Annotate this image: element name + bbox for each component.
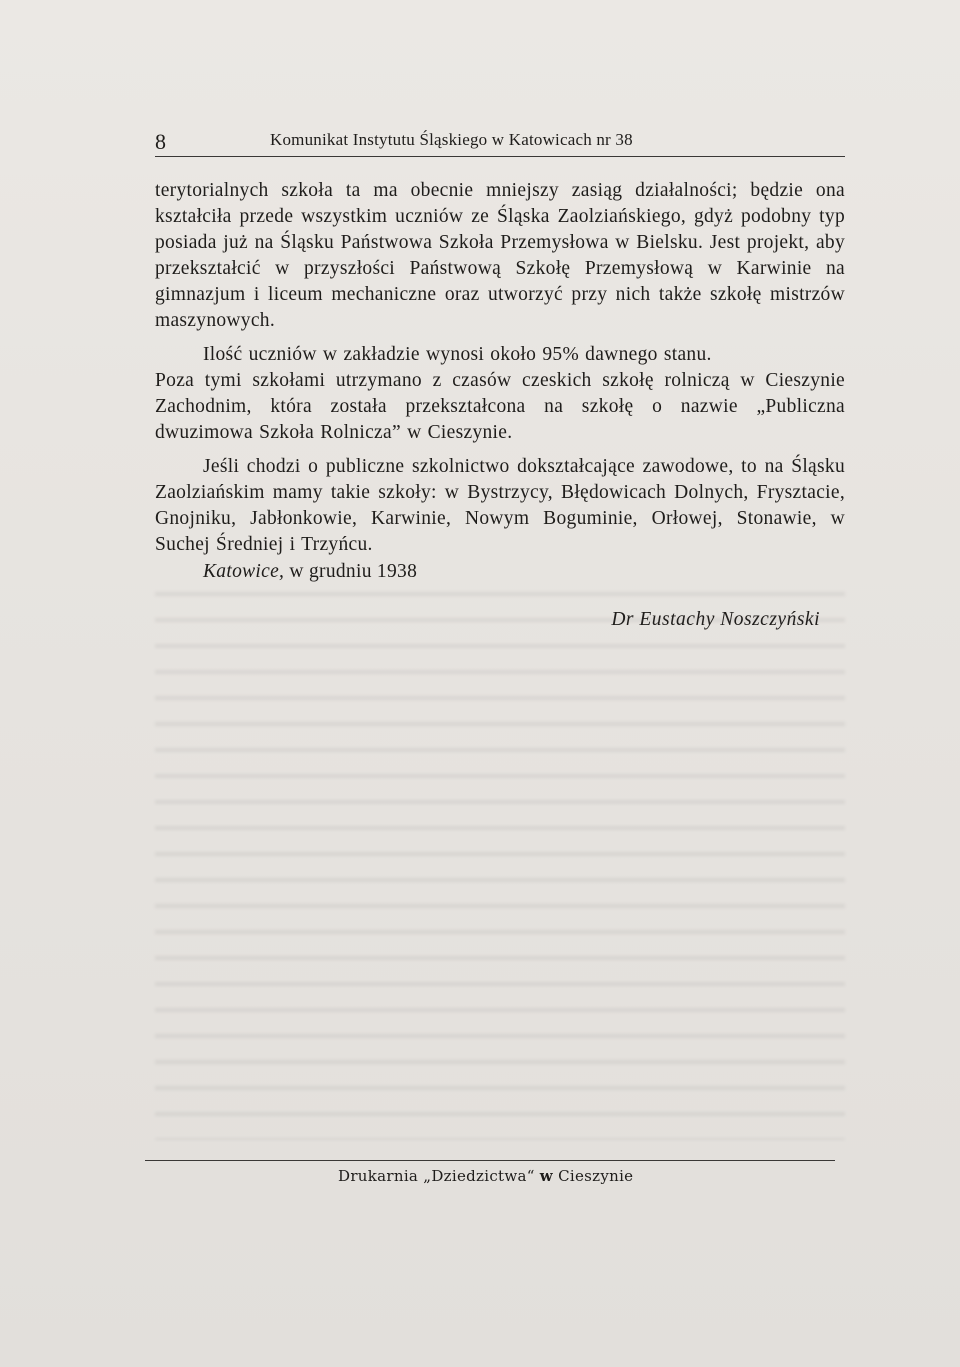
signature: Dr Eustachy Noszczyński bbox=[611, 609, 820, 630]
paragraph: Jeśli chodzi o publiczne szkolnictwo dokształcające zawodowe, to na Śląsku Zaolziańskim mamy takie szkoły: w Bystrzycy, Błędowicach Dolnych, Frysztacie, Gnojniku, Jabłonkowie, Karwinie, Nowym Boguminie, Orłowej, Stonawie, w Suchej Średniej i Trzyńcu. bbox=[155, 456, 845, 555]
paragraph: Poza tymi szkołami utrzymano z czasów czeskich szkołę rolniczą w Cieszynie Zachodnim, która została przekształcona na szkołę o nazwie „Publiczna dwuzimowa Szkoła Rolnicza” w Cieszynie. bbox=[155, 370, 845, 443]
printer-city: Cieszynie bbox=[558, 1167, 634, 1185]
header-rule bbox=[155, 156, 845, 157]
printer-name: „Dziedzictwa“ bbox=[423, 1167, 535, 1185]
paragraph: terytorialnych szkoła ta ma obecnie mniejszy zasiąg działalności; będzie ona kształciła przede wszystkim uczniów ze Śląska Zaolziańskiego, gdyż podobny typ posiada już na Śląsku Państwowa Szkoła Przemysłowa w Bielsku. Jest projekt, aby przekształcić w przyszłości Państwową Szkołę Przemysłową w Karwinie na gimnazjum i liceum mechaniczne oraz utworzyć przy nich także szkołę mistrzów maszynowych. bbox=[155, 180, 845, 331]
place-date bbox=[203, 561, 417, 583]
footer-rule bbox=[145, 1160, 835, 1161]
place: Katowice, bbox=[203, 561, 285, 582]
page-header bbox=[155, 126, 845, 156]
running-head: Komunikat Instytutu Śląskiego w Katowicach nr 38 bbox=[270, 130, 633, 149]
printer-imprint bbox=[338, 1167, 633, 1185]
printer-w: w bbox=[539, 1167, 554, 1185]
paragraph: Ilość uczniów w zakładzie wynosi około 95% dawnego stanu. bbox=[203, 344, 712, 365]
printer-prefix: Drukarnia bbox=[338, 1167, 419, 1185]
body-text bbox=[155, 178, 845, 558]
show-through-bleed bbox=[155, 580, 845, 1140]
page-number: 8 bbox=[155, 129, 166, 154]
date: w grudniu 1938 bbox=[289, 561, 418, 582]
